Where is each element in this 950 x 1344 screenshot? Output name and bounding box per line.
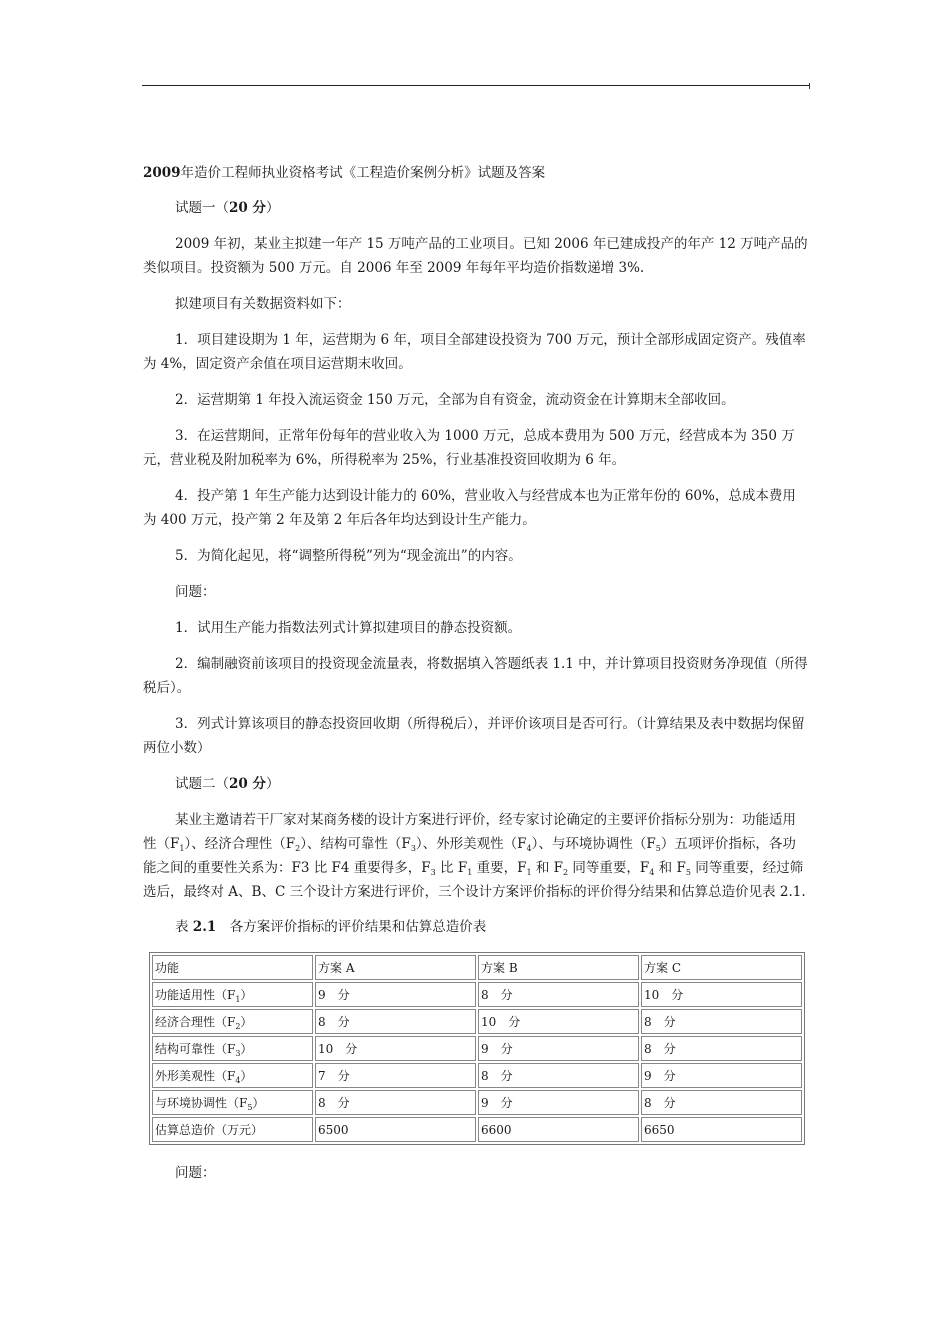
table-cell: 6650: [641, 1117, 802, 1142]
q1-item-1: 1．项目建设期为 1 年，运营期为 6 年，项目全部建设投资为 700 万元，预计全部形成固定资产。残值率为 4%，固定资产余值在项目运营期末收回。: [143, 332, 806, 372]
q1-intro: 2009 年初，某业主拟建一年产 15 万吨产品的工业项目。已知 2006 年已建成投产的年产 12 万吨产品的类似项目。投资额为 500 万元。自 2006 年至 2009 年每年平均造价指数递增 3%.: [143, 236, 808, 276]
q1-data-lead: 拟建项目有关数据资料如下：: [175, 296, 351, 312]
table-header-cell: 方案 B: [478, 955, 639, 980]
q1-question-1: 1．试用生产能力指数法列式计算拟建项目的静态投资额。: [175, 620, 522, 636]
q1-question-3: 3．列式计算该项目的静态投资回收期（所得税后），并评价该项目是否可行。（计算结果及表中数据均保留两位小数）: [143, 716, 805, 756]
table-row-label: 经济合理性$(F_2)$: [152, 1009, 313, 1034]
q1-item-5: 5．为简化起见，将“调整所得税”列为“现金流出”的内容。: [175, 548, 522, 564]
q1-heading: 试题一（20 分）: [175, 200, 280, 216]
table-row: [152, 1063, 802, 1088]
table-cell: 8 分: [315, 1090, 476, 1115]
title-year: 2009: [143, 165, 181, 181]
evaluation-table: [149, 952, 805, 1145]
table-row: [152, 1009, 802, 1034]
table-cell: 10 分: [641, 982, 802, 1007]
table-row: [152, 1090, 802, 1115]
table-caption: 表 2.1 各方案评价指标的评价结果和估算总造价表: [175, 919, 487, 935]
q2-heading: 试题二（20 分）: [175, 776, 280, 792]
table-cell: 10 分: [478, 1009, 639, 1034]
table-header-cell: 方案 C: [641, 955, 802, 980]
table-header-cell: 方案 A: [315, 955, 476, 980]
header-rule: [142, 85, 810, 86]
header-tick: [809, 83, 810, 89]
table-cell: 9 分: [478, 1036, 639, 1061]
table-row-label: 估算总造价（万元）: [152, 1117, 313, 1142]
table-row: [152, 1036, 802, 1061]
q1-item-2: 2．运营期第 1 年投入流运资金 150 万元，全部为自有资金，流动资金在计算期末全部收回。: [175, 392, 735, 408]
table-row-label: 与环境协调性$(F_5)$: [152, 1090, 313, 1115]
title-text: 年造价工程师执业资格考试《工程造价案例分析》试题及答案: [180, 165, 546, 181]
q2-questions-label: 问题：: [175, 1165, 216, 1181]
table-total-row: [152, 1117, 802, 1142]
q1-item-3: 3．在运营期间，正常年份每年的营业收入为 1000 万元，总成本费用为 500 万元，经营成本为 350 万元，营业税及附加税率为 6%，所得税率为 25%，行业基准投资回收期为 6 年。: [143, 428, 795, 468]
document-title: [143, 162, 809, 184]
table-row-label: 外形美观性$(F_4)$: [152, 1063, 313, 1088]
table-cell: 6500: [315, 1117, 476, 1142]
table-cell: 8 分: [641, 1090, 802, 1115]
q1-questions-label: 问题：: [175, 584, 216, 600]
table-cell: 10 分: [315, 1036, 476, 1061]
table-cell: 8 分: [478, 1063, 639, 1088]
table-cell: 8 分: [641, 1036, 802, 1061]
q1-question-2: 2．编制融资前该项目的投资现金流量表，将数据填入答题纸表 1.1 中，并计算项目投资财务净现值（所得税后）。: [143, 656, 808, 696]
table-row-label: 结构可靠性$(F_3)$: [152, 1036, 313, 1061]
table-row: [152, 982, 802, 1007]
q2-paragraph: 某业主邀请若干厂家对某商务楼的设计方案进行评价，经专家讨论确定的主要评价指标分别为：功能适用性$(F_1)$、经济合理性$(F_2)$、结构可靠性$(F_3)$、外形美观性$(F_4)$、与环境协调性$(F_5)$五项评价指标，各功能之间的重要性关系为：F3 比 F4 重要得多，$F_3$ 比 $F_1$ 重要，$F_1$ 和 $F_2$ 同等重要，$F_4$ 和 $F_5$ 同等重要，经过筛选后，最终对 A、B、C 三个设计方案进行评价，三个设计方案评价指标的评价得分结果和估算总造价见表 2.1.: [143, 812, 806, 900]
table-cell: 8 分: [641, 1009, 802, 1034]
table-cell: 7 分: [315, 1063, 476, 1088]
document-body: [143, 162, 809, 1185]
table-cell: 9 分: [478, 1090, 639, 1115]
table-header-cell: 功能: [152, 955, 313, 980]
table-cell: 9 分: [641, 1063, 802, 1088]
table-cell: 9 分: [315, 982, 476, 1007]
q1-item-4: 4．投产第 1 年生产能力达到设计能力的 60%，营业收入与经营成本也为正常年份的 60%，总成本费用为 400 万元，投产第 2 年及第 2 年后各年均达到设计生产能力。: [143, 488, 796, 528]
table-row-label: 功能适用性$(F_1)$: [152, 982, 313, 1007]
table-header-row: [152, 955, 802, 980]
table-cell: 8 分: [315, 1009, 476, 1034]
table-cell: 8 分: [478, 982, 639, 1007]
table-cell: 6600: [478, 1117, 639, 1142]
